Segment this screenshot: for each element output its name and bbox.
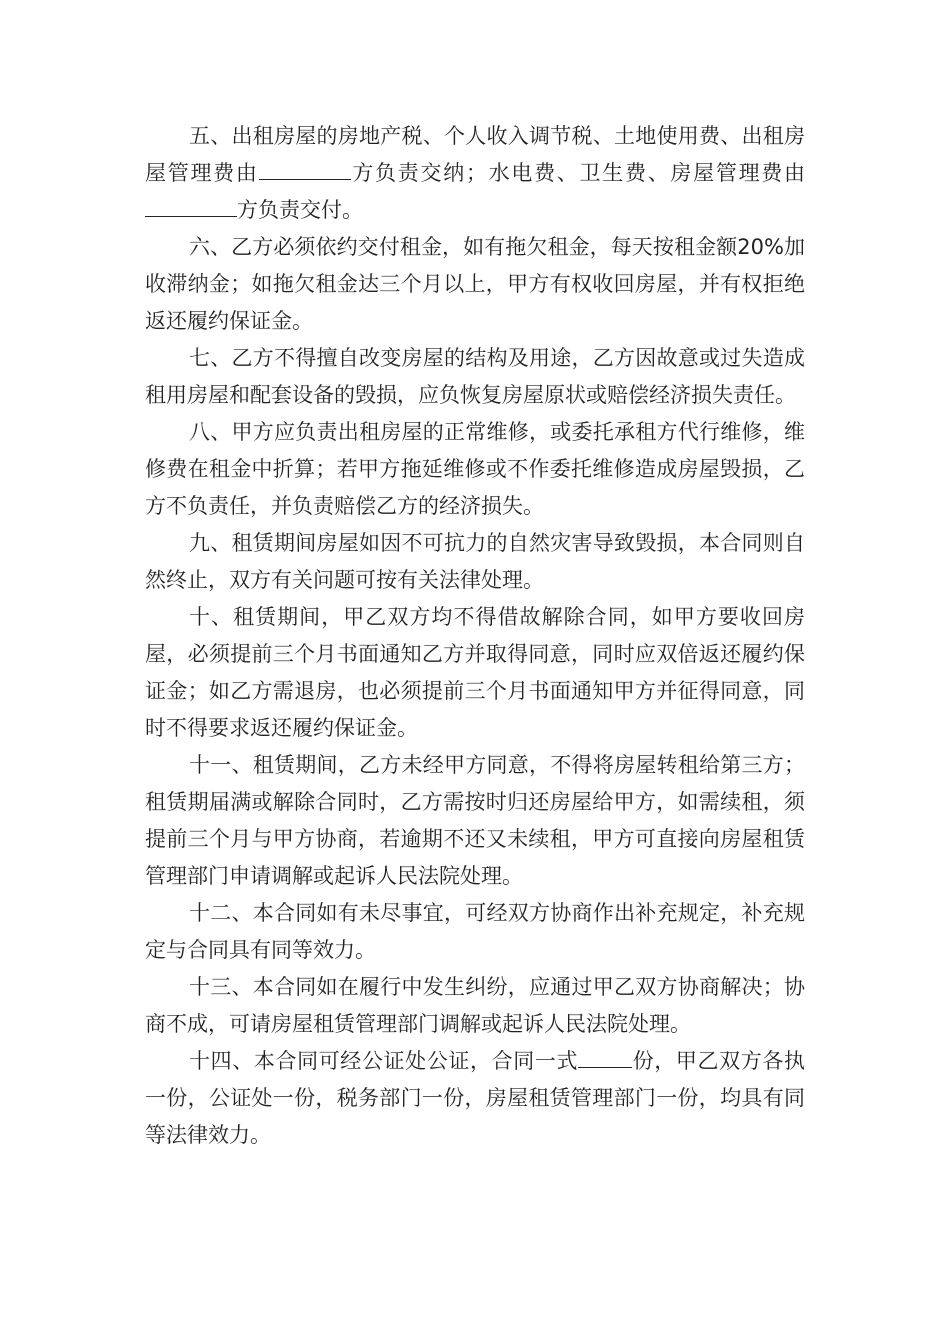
clause-paragraph-p6 <box>145 229 805 340</box>
clause-paragraph-p7 <box>145 340 805 414</box>
clause-text: 五、出租房屋的房地产税、个人收入调节税、土地使用费、出租房屋管理费由 <box>145 124 805 185</box>
contract-body <box>145 118 805 1154</box>
clause-paragraph-p12 <box>145 895 805 969</box>
clause-text: 六、乙方必须依约交付租金，如有拖欠租金，每天按租金额20%加收滞纳金；如拖欠租金达三个月以上，甲方有权收回房屋，并有权拒绝返还履约保证金。 <box>145 235 805 333</box>
clause-text: 方负责交付。 <box>237 198 363 222</box>
clause-text: 八、甲方应负责出租房屋的正常维修，或委托承租方代行维修，维修费在租金中折算；若甲方拖延维修或不作委托维修造成房屋毁损，乙方不负责任，并负责赔偿乙方的经济损失。 <box>145 420 805 518</box>
fill-in-blank <box>259 159 351 180</box>
clause-paragraph-p14 <box>145 1043 805 1154</box>
clause-text: 十、租赁期间，甲乙双方均不得借故解除合同，如甲方要收回房屋，必须提前三个月书面通知乙方并取得同意，同时应双倍返还履约保证金；如乙方需退房，也必须提前三个月书面通知甲方并征得同意，同时不得要求返还履约保证金。 <box>145 605 805 740</box>
clause-text: 十二、本合同如有未尽事宜，可经双方协商作出补充规定，补充规定与合同具有同等效力。 <box>145 901 805 962</box>
clause-paragraph-p10 <box>145 599 805 747</box>
clause-paragraph-p5 <box>145 118 805 229</box>
clause-text: 十一、租赁期间，乙方未经甲方同意，不得将房屋转租给第三方；租赁期届满或解除合同时，乙方需按时归还房屋给甲方，如需续租，须提前三个月与甲方协商，若逾期不还又未续租，甲方可直接向房屋租赁管理部门申请调解或起诉人民法院处理。 <box>145 753 805 888</box>
clause-text: 十四、本合同可经公证处公证，合同一式 <box>189 1049 579 1073</box>
clause-text: 九、租赁期间房屋如因不可抗力的自然灾害导致毁损，本合同则自然终止，双方有关问题可按有关法律处理。 <box>145 531 805 592</box>
clause-paragraph-p9 <box>145 525 805 599</box>
clause-paragraph-p11 <box>145 747 805 895</box>
clause-text: 方负责交纳；水电费、卫生费、房屋管理费由 <box>350 161 806 185</box>
clause-paragraph-p8 <box>145 414 805 525</box>
clause-paragraph-p13 <box>145 969 805 1043</box>
clause-text: 十三、本合同如在履行中发生纠纷，应通过甲乙双方协商解决；协商不成，可请房屋租赁管理部门调解或起诉人民法院处理。 <box>145 975 805 1036</box>
clause-text: 七、乙方不得擅自改变房屋的结构及用途，乙方因故意或过失造成租用房屋和配套设备的毁损，应负恢复房屋原状或赔偿经济损失责任。 <box>145 346 805 407</box>
clause-text: 份，甲乙双方各执一份，公证处一份，税务部门一份，房屋租赁管理部门一份，均具有同等法律效力。 <box>145 1049 806 1147</box>
fill-in-blank <box>145 196 237 217</box>
fill-in-blank <box>578 1047 632 1068</box>
